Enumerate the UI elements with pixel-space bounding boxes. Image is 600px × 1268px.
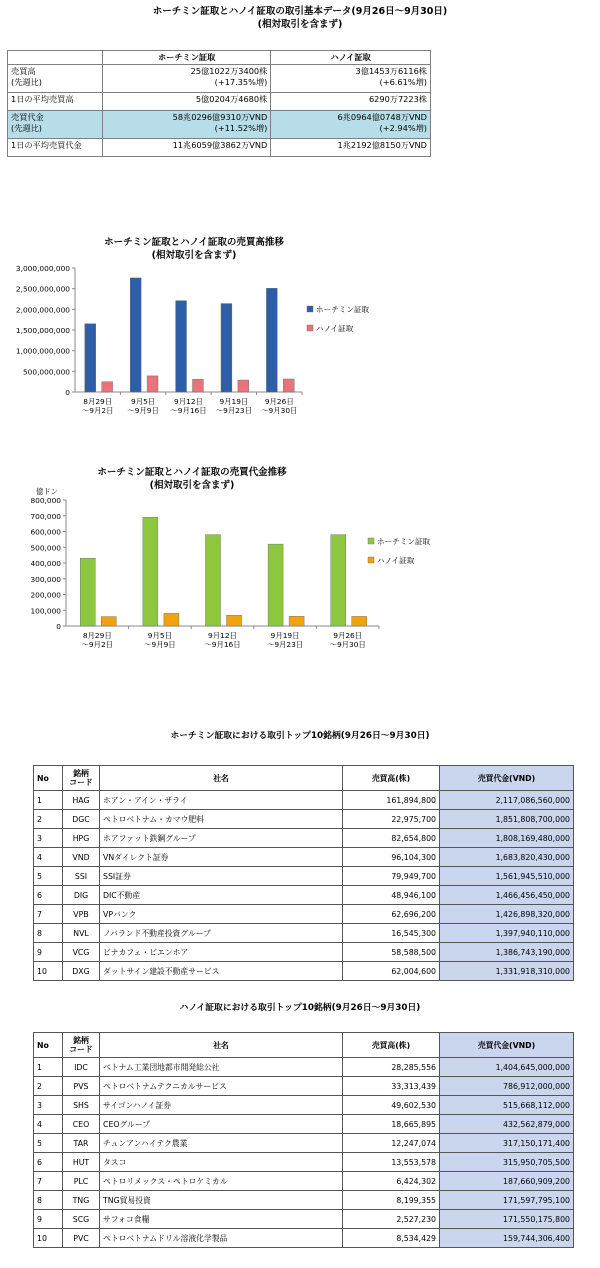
summary-table xyxy=(7,50,431,157)
hn-trade-volume: 13,553,578 xyxy=(343,1153,440,1172)
summary-hcm-change: (+17.35%増) xyxy=(214,77,268,87)
y-tick-label: 3,000,000,000 xyxy=(15,264,70,273)
hcm-rank-row xyxy=(34,848,574,867)
bar-hn xyxy=(289,616,304,626)
hcm-trade-volume: 48,946,100 xyxy=(343,886,440,905)
hcm-trade-volume: 62,696,200 xyxy=(343,905,440,924)
x-tick-label: ～9月9日 xyxy=(127,406,159,415)
x-tick-label: ～9月2日 xyxy=(81,640,114,649)
hn-rank-header-row xyxy=(34,1033,574,1058)
hcm-rank-row xyxy=(34,924,574,943)
hcm-stock-code: VCG xyxy=(63,943,100,962)
hcm-trade-volume: 79,949,700 xyxy=(343,867,440,886)
hcm-company-name: ノバランド不動産投資グループ xyxy=(100,924,343,943)
legend-swatch xyxy=(368,557,374,563)
hn-rank-row xyxy=(34,1229,574,1248)
hcm-trade-value: 1,683,820,430,000 xyxy=(440,848,574,867)
hn-company-name: ペトロリメックス・ペトロケミカル xyxy=(100,1172,343,1191)
summary-header-hn: ハノイ証取 xyxy=(271,51,431,65)
x-tick-label: 9月12日 xyxy=(208,631,237,640)
hn-trade-volume: 12,247,074 xyxy=(343,1134,440,1153)
y-tick-label: 700,000 xyxy=(30,511,61,521)
summary-row-label xyxy=(8,65,103,93)
hn-trade-volume: 6,424,302 xyxy=(343,1172,440,1191)
hcm-rank-table xyxy=(33,765,574,981)
y-tick-label: 100,000 xyxy=(30,606,61,616)
value-chart-subtitle: (相対取引を含まず) xyxy=(149,480,235,491)
volume-chart-subtitle: (相対取引を含まず) xyxy=(151,250,237,261)
hn-rank-no: 7 xyxy=(34,1172,63,1191)
bar-hcm xyxy=(268,544,283,626)
hcm-stock-code: NVL xyxy=(63,924,100,943)
summary-label-sub: (先週比) xyxy=(11,77,42,87)
bar-hcm xyxy=(205,535,220,626)
y-tick-label: 300,000 xyxy=(30,574,61,584)
summary-row xyxy=(8,111,431,139)
hn-rank-row xyxy=(34,1115,574,1134)
hn-rank-no: 2 xyxy=(34,1077,63,1096)
hcm-company-name: DIC不動産 xyxy=(100,886,343,905)
hn-rank-no: 9 xyxy=(34,1210,63,1229)
hcm-company-name: ビナカフェ・ビエンホア xyxy=(100,943,343,962)
hcm-stock-code: HPG xyxy=(63,829,100,848)
hn-rank-row xyxy=(34,1172,574,1191)
hcm-trade-volume: 82,654,800 xyxy=(343,829,440,848)
bar-hcm xyxy=(85,324,96,392)
legend-label: ハノイ証取 xyxy=(377,556,415,565)
summary-row xyxy=(8,139,431,157)
hn-company-name: CEOグループ xyxy=(100,1115,343,1134)
summary-row-label xyxy=(8,139,103,157)
y-tick-label: 2,500,000,000 xyxy=(15,284,70,294)
hn-trade-volume: 8,534,429 xyxy=(343,1229,440,1248)
x-tick-label: ～9月9日 xyxy=(144,640,176,649)
hcm-rank-no: 2 xyxy=(34,810,63,829)
volume-chart-svg xyxy=(10,232,378,432)
volume-chart-title: ホーチミン証取とハノイ証取の売買高推移 xyxy=(104,237,284,248)
hcm-stock-code: DIG xyxy=(63,886,100,905)
hn-header-no: No xyxy=(34,1033,63,1058)
hcm-rank-no: 1 xyxy=(34,791,63,810)
hn-stock-code: PVC xyxy=(63,1229,100,1248)
hn-trade-volume: 18,665,895 xyxy=(343,1115,440,1134)
bar-hn xyxy=(283,379,294,392)
y-tick-label: 0 xyxy=(65,388,70,397)
hn-stock-code: SHS xyxy=(63,1096,100,1115)
hcm-stock-code: VND xyxy=(63,848,100,867)
hn-rank-row xyxy=(34,1077,574,1096)
hcm-trade-volume: 62,004,600 xyxy=(343,962,440,981)
hcm-header-volume: 売買高(株) xyxy=(343,766,440,791)
hcm-trade-volume: 96,104,300 xyxy=(343,848,440,867)
hn-trade-volume: 8,199,355 xyxy=(343,1191,440,1210)
bar-hn xyxy=(193,379,204,392)
hcm-rank-row xyxy=(34,810,574,829)
bar-hn xyxy=(352,616,367,626)
hn-trade-value: 515,668,112,000 xyxy=(440,1096,574,1115)
summary-hn-value xyxy=(271,65,431,93)
hn-stock-code: TAR xyxy=(63,1134,100,1153)
hcm-rank-no: 3 xyxy=(34,829,63,848)
summary-row-label xyxy=(8,111,103,139)
hn-header-name: 社名 xyxy=(100,1033,343,1058)
summary-row xyxy=(8,65,431,93)
x-tick-label: ～9月2日 xyxy=(81,406,114,415)
hcm-header-code-line1: 銘柄 xyxy=(73,769,89,778)
bar-hn xyxy=(147,376,158,392)
hcm-stock-code: DXG xyxy=(63,962,100,981)
summary-hn-main: 6290万7223株 xyxy=(368,94,427,104)
hn-header-volume: 売買高(株) xyxy=(343,1033,440,1058)
hn-stock-code: HUT xyxy=(63,1153,100,1172)
bar-hn xyxy=(102,382,113,392)
hcm-trade-volume: 161,894,800 xyxy=(343,791,440,810)
hcm-stock-code: SSI xyxy=(63,867,100,886)
legend-label: ハノイ証取 xyxy=(316,324,354,333)
summary-header-blank xyxy=(8,51,103,65)
bar-hn xyxy=(238,380,249,392)
hn-stock-code: SCG xyxy=(63,1210,100,1229)
legend-label: ホーチミン証取 xyxy=(316,305,370,314)
bar-hcm xyxy=(143,517,158,626)
summary-header-row xyxy=(8,51,431,65)
hcm-trade-value: 1,466,456,450,000 xyxy=(440,886,574,905)
bar-hcm xyxy=(266,288,277,392)
legend-swatch xyxy=(307,306,313,312)
x-tick-label: 9月19日 xyxy=(270,631,300,640)
bar-hcm xyxy=(331,535,346,626)
x-tick-label: ～9月23日 xyxy=(266,640,304,649)
summary-header-hcm: ホーチミン証取 xyxy=(103,51,271,65)
hcm-trade-volume: 16,545,300 xyxy=(343,924,440,943)
hcm-trade-value: 1,808,169,480,000 xyxy=(440,829,574,848)
hn-company-name: ベトナム工業団地都市開発総公社 xyxy=(100,1058,343,1077)
bar-hcm xyxy=(176,301,187,392)
summary-label-main: 1日の平均売買代金 xyxy=(11,140,82,150)
y-tick-label: 600,000 xyxy=(30,527,61,537)
x-tick-label: ～9月16日 xyxy=(204,640,241,649)
hcm-trade-value: 1,397,940,110,000 xyxy=(440,924,574,943)
hcm-trade-value: 1,851,808,700,000 xyxy=(440,810,574,829)
hn-trade-volume: 33,313,439 xyxy=(343,1077,440,1096)
hn-rank-row xyxy=(34,1058,574,1077)
hcm-rank-no: 5 xyxy=(34,867,63,886)
hcm-header-code xyxy=(63,766,100,791)
hn-trade-value: 786,912,000,000 xyxy=(440,1077,574,1096)
hn-rank-no: 3 xyxy=(34,1096,63,1115)
bar-hcm xyxy=(130,278,141,392)
hcm-rank-row xyxy=(34,886,574,905)
hn-trade-volume: 28,285,556 xyxy=(343,1058,440,1077)
hn-company-name: サイゴンハノイ証券 xyxy=(100,1096,343,1115)
hn-trade-value: 187,660,909,200 xyxy=(440,1172,574,1191)
hn-header-code xyxy=(63,1033,100,1058)
x-tick-label: 9月26日 xyxy=(264,397,294,406)
summary-hn-main: 6兆0964億0748万VND xyxy=(337,112,427,122)
hn-trade-value: 171,597,795,100 xyxy=(440,1191,574,1210)
x-tick-label: ～9月30日 xyxy=(329,640,366,649)
hn-trade-value: 1,404,645,000,000 xyxy=(440,1058,574,1077)
x-tick-label: ～9月23日 xyxy=(215,406,253,415)
hn-company-name: ペトロベトナムテクニカルサービス xyxy=(100,1077,343,1096)
y-tick-label: 500,000,000 xyxy=(22,367,70,377)
hn-stock-code: PVS xyxy=(63,1077,100,1096)
legend-swatch xyxy=(368,538,374,544)
hn-rank-no: 5 xyxy=(34,1134,63,1153)
summary-row xyxy=(8,93,431,111)
page-title-line1: ホーチミン証取とハノイ証取の取引基本データ(9月26日～9月30日) xyxy=(152,6,448,17)
hcm-trade-value: 2,117,086,560,000 xyxy=(440,791,574,810)
bar-hn xyxy=(227,615,242,626)
summary-hn-main: 3億1453万6116株 xyxy=(355,66,427,76)
hn-trade-value: 315,950,705,500 xyxy=(440,1153,574,1172)
x-tick-label: ～9月30日 xyxy=(261,406,298,415)
hcm-stock-code: DGC xyxy=(63,810,100,829)
hcm-header-no: No xyxy=(34,766,63,791)
hcm-stock-code: VPB xyxy=(63,905,100,924)
value-chart xyxy=(28,462,476,666)
hn-company-name: ペトロベトナムドリル溶液化学製品 xyxy=(100,1229,343,1248)
hn-trade-value: 159,744,306,400 xyxy=(440,1229,574,1248)
hn-trade-value: 171,550,175,800 xyxy=(440,1210,574,1229)
hn-company-name: TNG貿易投資 xyxy=(100,1191,343,1210)
hn-rank-no: 1 xyxy=(34,1058,63,1077)
x-tick-label: 9月5日 xyxy=(131,397,156,406)
hn-rank-row xyxy=(34,1191,574,1210)
hn-trade-volume: 2,527,230 xyxy=(343,1210,440,1229)
hn-company-name: タスコ xyxy=(100,1153,343,1172)
hn-stock-code: TNG xyxy=(63,1191,100,1210)
hcm-rank-row xyxy=(34,905,574,924)
hn-company-name: サフォコ食糧 xyxy=(100,1210,343,1229)
hn-rank-no: 4 xyxy=(34,1115,63,1134)
page-title xyxy=(0,5,600,31)
hcm-trade-value: 1,561,945,510,000 xyxy=(440,867,574,886)
summary-hcm-main: 58兆0296億9310万VND xyxy=(172,112,268,122)
hcm-company-name: VNダイレクト証券 xyxy=(100,848,343,867)
y-tick-label: 1,000,000,000 xyxy=(15,346,70,356)
bar-hn xyxy=(101,617,116,626)
hcm-header-code-line2: コード xyxy=(69,778,93,787)
hn-header-code-line2: コード xyxy=(69,1045,93,1054)
y-tick-label: 0 xyxy=(56,622,61,631)
hcm-rank-no: 4 xyxy=(34,848,63,867)
y-tick-label: 800,000 xyxy=(30,496,61,505)
y-tick-label: 200,000 xyxy=(30,590,61,600)
hcm-trade-value: 1,331,918,310,000 xyxy=(440,962,574,981)
hcm-rank-row xyxy=(34,943,574,962)
hcm-company-name: ダットサイン建設不動産サービス xyxy=(100,962,343,981)
hn-header-value: 売買代金(VND) xyxy=(440,1033,574,1058)
summary-hcm-value xyxy=(103,93,271,111)
hcm-company-name: ホアファット鉄鋼グループ xyxy=(100,829,343,848)
summary-hn-change: (+6.61%増) xyxy=(379,77,427,87)
bar-hcm xyxy=(80,558,95,626)
bar-hn xyxy=(164,613,179,626)
hcm-company-name: SSI証券 xyxy=(100,867,343,886)
summary-hcm-main: 25億1022万3400株 xyxy=(190,66,268,76)
hcm-rank-header-row xyxy=(34,766,574,791)
y-unit-label: 億ドン xyxy=(36,487,59,496)
summary-hcm-value xyxy=(103,111,271,139)
hn-header-code-line1: 銘柄 xyxy=(73,1036,89,1045)
x-tick-label: 9月5日 xyxy=(147,631,172,640)
hn-company-name: チュンアンハイテク農業 xyxy=(100,1134,343,1153)
hn-stock-code: IDC xyxy=(63,1058,100,1077)
summary-hcm-value xyxy=(103,65,271,93)
hn-rank-row xyxy=(34,1210,574,1229)
y-tick-label: 400,000 xyxy=(30,559,61,568)
hn-rank-row xyxy=(34,1096,574,1115)
summary-label-sub: (先週比) xyxy=(11,123,42,133)
bar-hcm xyxy=(221,304,232,392)
legend-swatch xyxy=(307,325,313,331)
y-tick-label: 2,000,000,000 xyxy=(15,305,70,315)
summary-hn-change: (+2.94%増) xyxy=(379,123,427,133)
hcm-trade-value: 1,386,743,190,000 xyxy=(440,943,574,962)
hcm-rank-row xyxy=(34,962,574,981)
hcm-rank-row xyxy=(34,867,574,886)
x-tick-label: 9月19日 xyxy=(219,397,249,406)
summary-hcm-main: 5億0204万4680株 xyxy=(195,94,268,104)
hcm-header-name: 社名 xyxy=(100,766,343,791)
hn-rank-no: 10 xyxy=(34,1229,63,1248)
hcm-rank-no: 7 xyxy=(34,905,63,924)
value-chart-svg xyxy=(28,462,476,666)
x-tick-label: 8月29日 xyxy=(82,631,112,640)
summary-hcm-main: 11兆6059億3862万VND xyxy=(172,140,268,150)
hcm-rank-row xyxy=(34,791,574,810)
hn-stock-code: PLC xyxy=(63,1172,100,1191)
y-tick-label: 1,500,000,000 xyxy=(15,326,70,335)
summary-hn-value xyxy=(271,93,431,111)
hcm-company-name: ペトロベトナム・カマウ肥料 xyxy=(100,810,343,829)
hn-trade-value: 317,150,171,400 xyxy=(440,1134,574,1153)
y-tick-label: 500,000 xyxy=(30,543,61,553)
hcm-trade-value: 1,426,898,320,000 xyxy=(440,905,574,924)
value-chart-title: ホーチミン証取とハノイ証取の売買代金推移 xyxy=(97,467,287,478)
page-title-line2: (相対取引を含まず) xyxy=(257,19,343,30)
summary-hn-main: 1兆2192億8150万VND xyxy=(337,140,427,150)
hn-rank-no: 6 xyxy=(34,1153,63,1172)
hn-rank-row xyxy=(34,1153,574,1172)
legend-label: ホーチミン証取 xyxy=(377,537,431,546)
hn-stock-code: CEO xyxy=(63,1115,100,1134)
hn-rank-no: 8 xyxy=(34,1191,63,1210)
summary-label-main: 売買代金 xyxy=(11,112,44,122)
hn-rank-row xyxy=(34,1134,574,1153)
hcm-rank-title: ホーチミン証取における取引トップ10銘柄(9月26日～9月30日) xyxy=(170,731,430,741)
hn-rank-table xyxy=(33,1032,574,1248)
hcm-trade-volume: 22,975,700 xyxy=(343,810,440,829)
x-tick-label: 8月29日 xyxy=(83,397,113,406)
summary-row-label xyxy=(8,93,103,111)
x-tick-label: ～9月16日 xyxy=(170,406,207,415)
summary-hcm-value xyxy=(103,139,271,157)
hn-trade-value: 432,562,879,000 xyxy=(440,1115,574,1134)
hn-trade-volume: 49,602,530 xyxy=(343,1096,440,1115)
hcm-rank-no: 9 xyxy=(34,943,63,962)
hcm-header-value: 売買代金(VND) xyxy=(440,766,574,791)
hcm-rank-no: 10 xyxy=(34,962,63,981)
hcm-rank-row xyxy=(34,829,574,848)
summary-label-main: 1日の平均売買高 xyxy=(11,94,74,104)
hcm-trade-volume: 58,588,500 xyxy=(343,943,440,962)
summary-label-main: 売買高 xyxy=(11,66,36,76)
hcm-rank-no: 6 xyxy=(34,886,63,905)
hcm-company-name: VPバンク xyxy=(100,905,343,924)
hcm-company-name: ホアン・アイン・ザライ xyxy=(100,791,343,810)
hcm-stock-code: HAG xyxy=(63,791,100,810)
volume-chart xyxy=(10,232,378,432)
summary-hcm-change: (+11.52%増) xyxy=(214,123,268,133)
hn-rank-title: ハノイ証取における取引トップ10銘柄(9月26日～9月30日) xyxy=(179,1003,421,1013)
summary-hn-value xyxy=(271,139,431,157)
x-tick-label: 9月12日 xyxy=(174,397,203,406)
summary-hn-value xyxy=(271,111,431,139)
hcm-rank-no: 8 xyxy=(34,924,63,943)
x-tick-label: 9月26日 xyxy=(333,631,363,640)
